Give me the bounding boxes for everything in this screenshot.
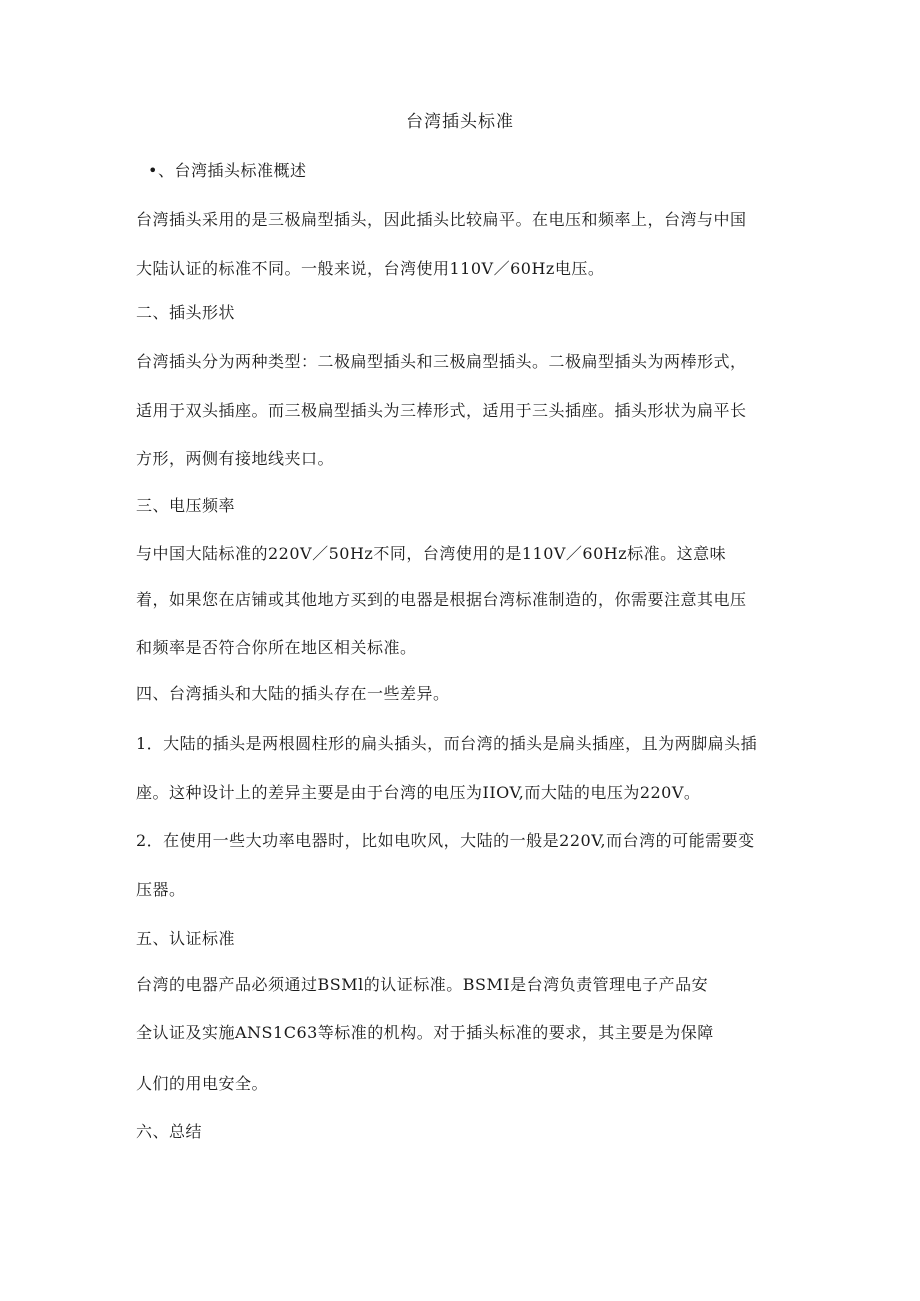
paragraph-line: 台湾的电器产品必须通过BSMl的认证标准。BSMI是台湾负责管理电子产品安 bbox=[136, 975, 709, 994]
section-heading-voltage: 三、电压频率 bbox=[136, 496, 236, 515]
section-heading-differences: 四、台湾插头和大陆的插头存在一些差异。 bbox=[136, 684, 450, 703]
list-item-2-line: 压器。 bbox=[136, 880, 186, 899]
paragraph-line: 大陆认证的标准不同。一般来说，台湾使用110V／60Hz电压。 bbox=[136, 259, 605, 278]
paragraph-line: 着，如果您在店铺或其他地方买到的电器是根据台湾标准制造的，你需要注意其电压 bbox=[136, 590, 747, 609]
list-item-2-line: 2．在使用一些大功率电器时，比如电吹风，大陆的一般是220V,而台湾的可能需要变 bbox=[136, 831, 755, 850]
section-heading-summary: 六、总结 bbox=[136, 1122, 203, 1141]
paragraph-line: 和频率是否符合你所在地区相关标准。 bbox=[136, 638, 417, 657]
paragraph-line: 全认证及实施ANS1C63等标准的机构。对于插头标准的要求，其主要是为保障 bbox=[136, 1023, 714, 1042]
paragraph-line: 台湾插头采用的是三极扁型插头，因此插头比较扁平。在电压和频率上，台湾与中国 bbox=[136, 210, 747, 229]
paragraph-line: 人们的用电安全。 bbox=[136, 1074, 269, 1093]
paragraph-line: 台湾插头分为两种类型：二极扁型插头和三极扁型插头。二极扁型插头为两棒形式， bbox=[136, 352, 747, 371]
list-item-1-line: 1．大陆的插头是两根圆柱形的扁头插头，而台湾的插头是扁头插座，且为两脚扁头插 bbox=[136, 734, 758, 753]
section-heading-certification: 五、认证标准 bbox=[136, 929, 236, 948]
section-heading-shape: 二、插头形状 bbox=[136, 303, 236, 322]
paragraph-line: 方形，两侧有接地线夹口。 bbox=[136, 449, 335, 468]
section-heading-overview: •、台湾插头标准概述 bbox=[148, 161, 307, 180]
document-title: 台湾插头标准 bbox=[406, 112, 514, 132]
list-item-1-line: 座。这种设计上的差异主要是由于台湾的电压为IIOV,而大陆的电压为220V。 bbox=[136, 783, 701, 802]
paragraph-line: 适用于双头插座。而三极扁型插头为三棒形式，适用于三头插座。插头形状为扁平长 bbox=[136, 401, 747, 420]
paragraph-line: 与中国大陆标准的220V／50Hz不同，台湾使用的是110V／60Hz标准。这意味 bbox=[136, 544, 727, 563]
